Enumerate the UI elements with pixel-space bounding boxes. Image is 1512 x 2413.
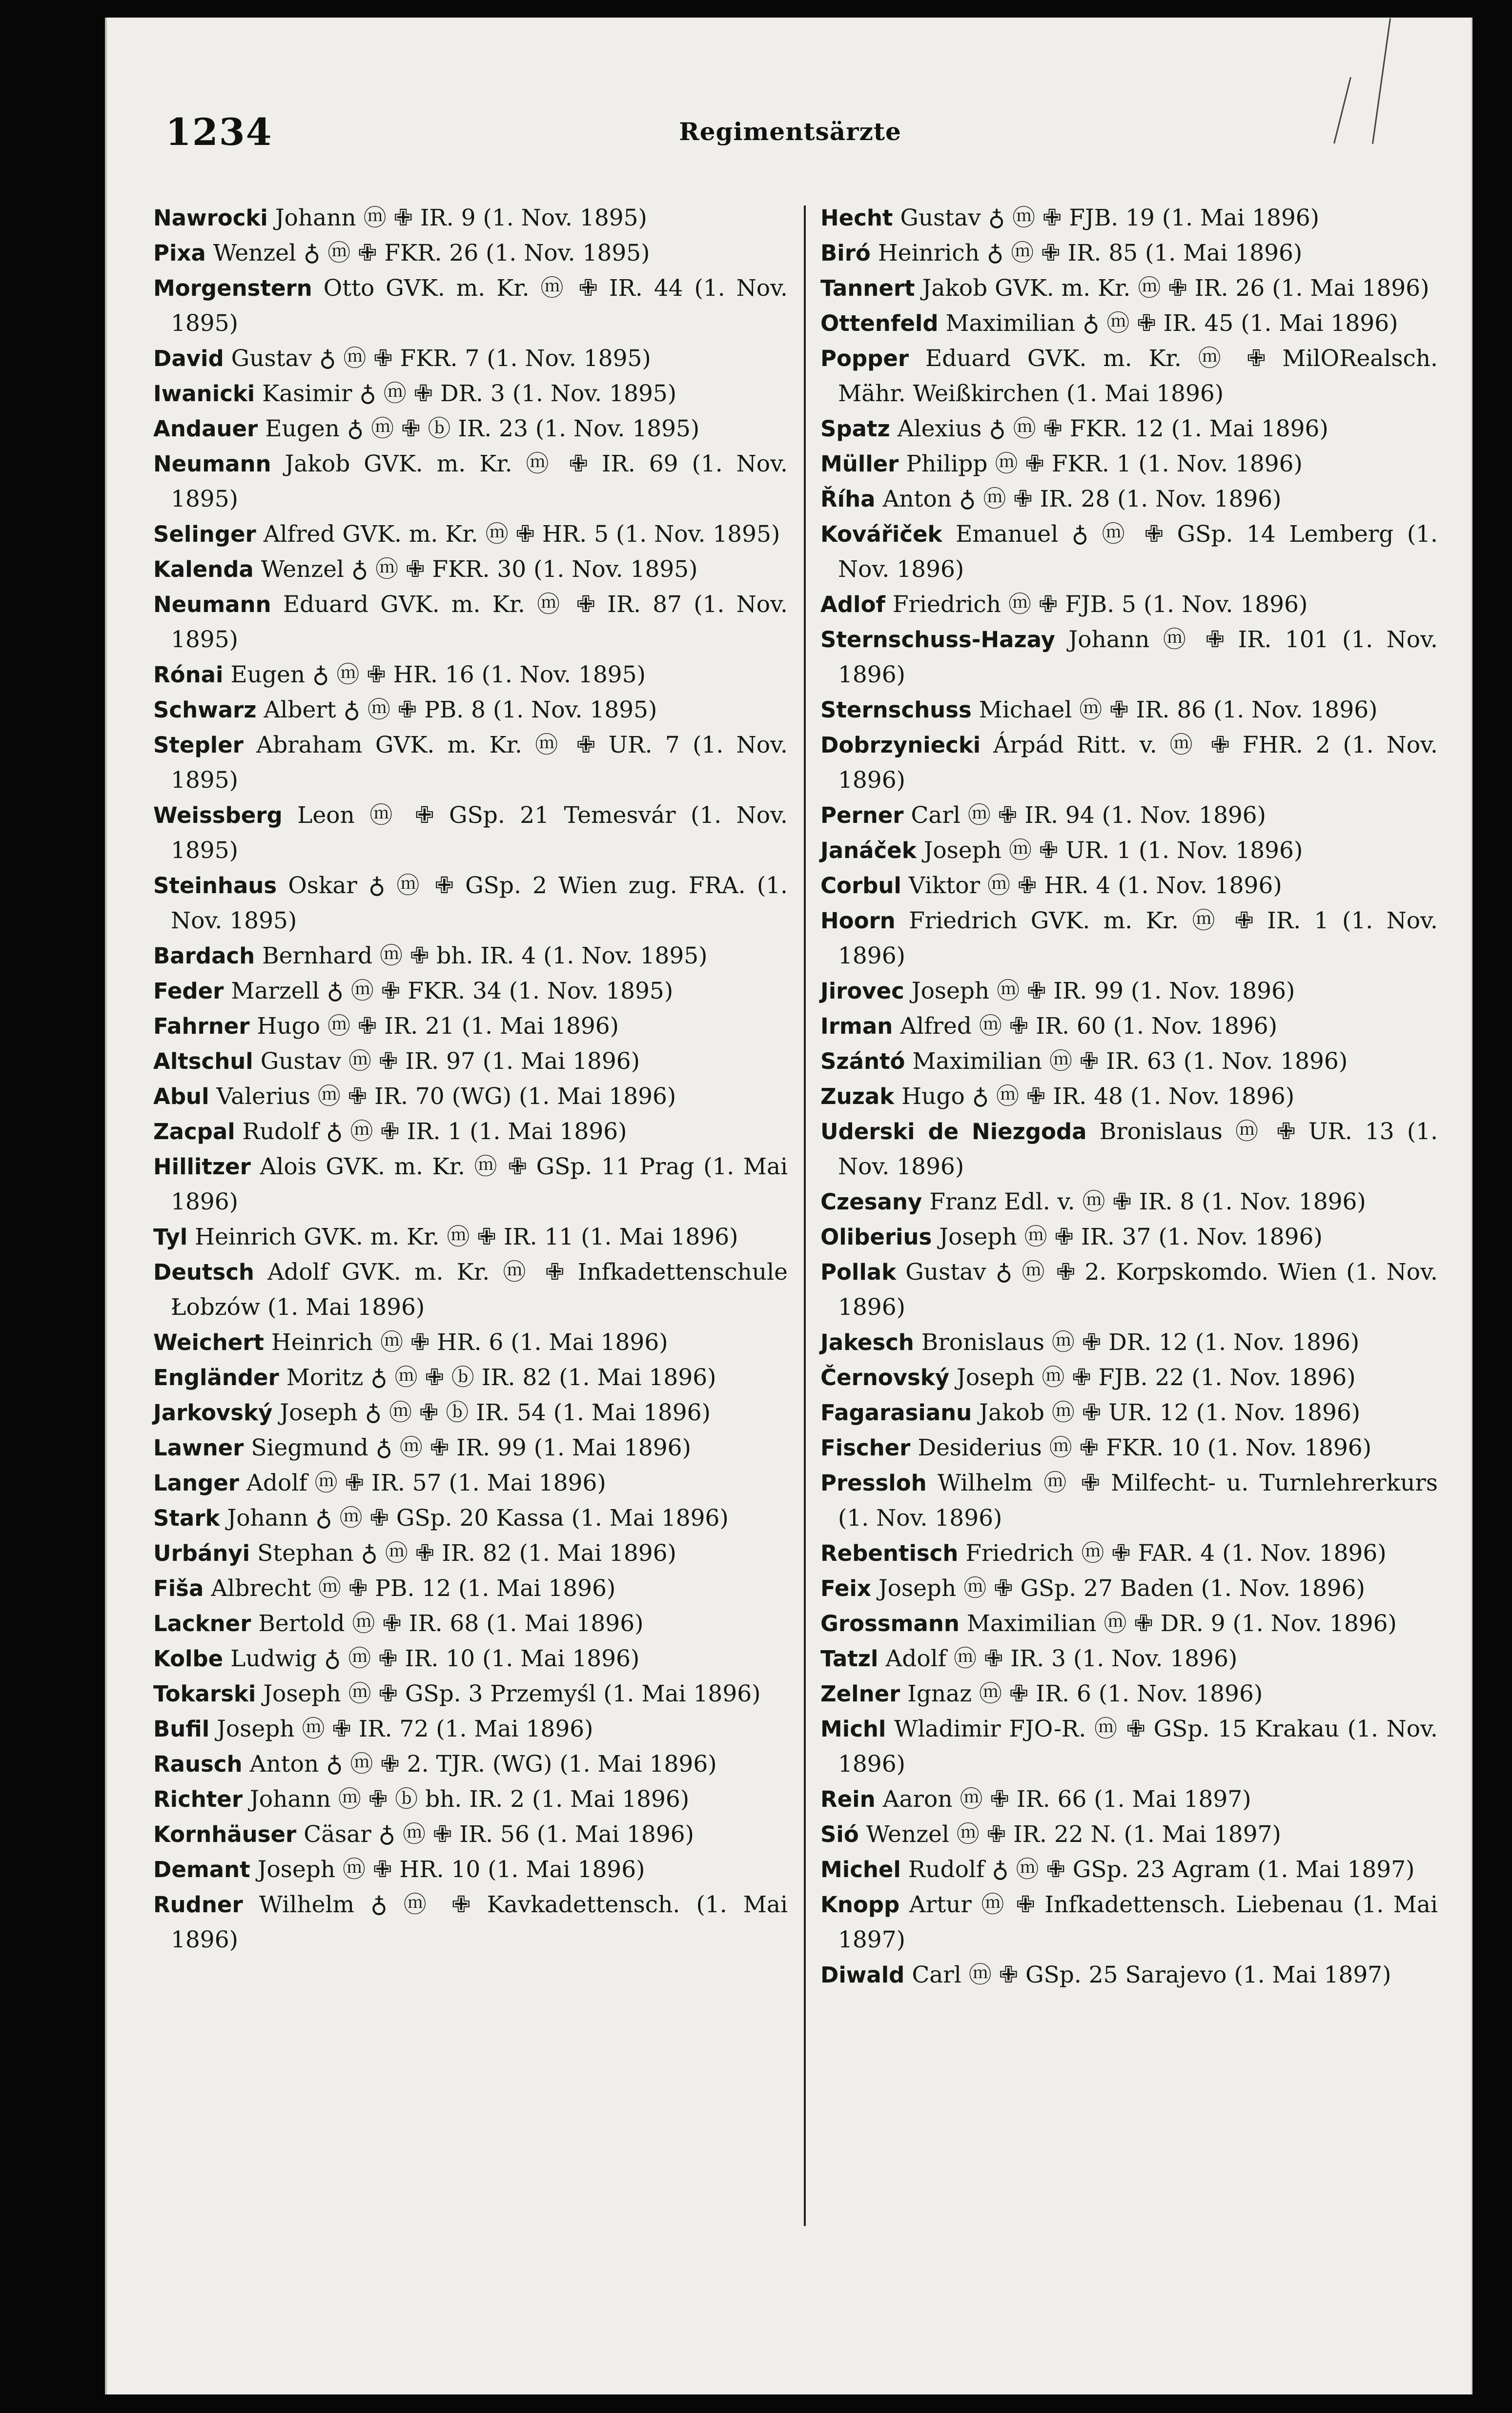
surname: David — [153, 346, 224, 371]
entry-details: Cäsar ♁ ⓜ ✙ IR. 56 (1. Mai 1896) — [304, 1821, 694, 1848]
roster-entry — [820, 1185, 1438, 1220]
roster-entry — [153, 376, 788, 411]
entry-details: Joseph ⓜ ✙ GSp. 3 Przemyśl (1. Mai 1896) — [263, 1680, 761, 1707]
entry-details: Michael ⓜ ✙ IR. 86 (1. Nov. 1896) — [979, 696, 1378, 723]
surname: Szántó — [820, 1048, 905, 1074]
entry-details: Alois GVK. m. Kr. ⓜ ✙ GSp. 11 Prag (1. Mai 1896) — [171, 1153, 788, 1215]
roster-entry — [153, 939, 788, 974]
roster-entry — [153, 1149, 788, 1220]
surname: Fischer — [820, 1435, 911, 1461]
left-column — [153, 201, 788, 1958]
surname: Corbul — [820, 873, 901, 899]
surname: Feder — [153, 978, 224, 1004]
roster-entry — [153, 1255, 788, 1325]
surname: Ottenfeld — [820, 310, 939, 336]
entry-details: Maximilian ⓜ ✙ IR. 63 (1. Nov. 1896) — [912, 1048, 1348, 1075]
roster-entry — [820, 1395, 1438, 1431]
entry-details: Gustav ⓜ ✙ IR. 97 (1. Mai 1896) — [260, 1048, 640, 1075]
surname: Müller — [820, 451, 899, 477]
entry-details: Valerius ⓜ ✙ IR. 70 (WG) (1. Mai 1896) — [216, 1083, 676, 1110]
book-page — [105, 18, 1472, 2394]
entry-details: Bertold ⓜ ✙ IR. 68 (1. Mai 1896) — [258, 1610, 644, 1637]
surname: Fiša — [153, 1575, 204, 1601]
surname: Stark — [153, 1505, 220, 1531]
surname: Abul — [153, 1084, 209, 1109]
entry-details: Carl ⓜ ✙ IR. 94 (1. Nov. 1896) — [911, 802, 1267, 829]
roster-entry — [820, 201, 1438, 236]
roster-entry — [820, 1044, 1438, 1079]
roster-entry — [820, 1852, 1438, 1887]
surname: Feix — [820, 1575, 871, 1601]
roster-entry — [820, 1782, 1438, 1817]
surname: Adlof — [820, 592, 885, 617]
surname: Jarkovský — [153, 1400, 273, 1426]
roster-entry — [153, 1641, 788, 1677]
roster-entry — [153, 411, 788, 447]
roster-entry — [820, 1466, 1438, 1536]
surname: Spatz — [820, 416, 890, 442]
entry-details: Otto GVK. m. Kr. ⓜ ✙ IR. 44 (1. Nov. 1895) — [171, 275, 788, 337]
entry-details: Heinrich ⓜ ✙ HR. 6 (1. Mai 1896) — [271, 1329, 668, 1356]
entry-details: Joseph ⓜ ✙ HR. 10 (1. Mai 1896) — [257, 1856, 645, 1883]
entry-details: Joseph ⓜ ✙ IR. 37 (1. Nov. 1896) — [939, 1224, 1323, 1250]
surname: Andauer — [153, 416, 258, 442]
surname: Deutsch — [153, 1259, 254, 1285]
surname: Oliberius — [820, 1224, 932, 1250]
entry-details: Joseph ⓜ ✙ FJB. 22 (1. Nov. 1896) — [957, 1364, 1356, 1391]
entry-details: Anton ♁ ⓜ ✙ IR. 28 (1. Nov. 1896) — [882, 486, 1282, 512]
surname: Stepler — [153, 732, 244, 758]
surname: Fahrner — [153, 1013, 250, 1039]
roster-entry — [820, 447, 1438, 482]
roster-entry — [153, 447, 788, 517]
surname: Biró — [820, 240, 871, 266]
entry-details: Albrecht ⓜ ✙ PB. 12 (1. Mai 1896) — [211, 1575, 616, 1602]
entry-details: Moritz ♁ ⓜ ✙ ⓑ IR. 82 (1. Mai 1896) — [286, 1364, 716, 1391]
roster-entry — [153, 728, 788, 798]
entry-details: Bronislaus ⓜ ✙ UR. 13 (1. Nov. 1896) — [838, 1118, 1438, 1180]
entry-details: Wilhelm ⓜ ✙ Milfecht- u. Turnlehrerkurs (1. Nov. 1896) — [838, 1470, 1438, 1532]
surname: Tatzl — [820, 1646, 879, 1672]
roster-entry — [820, 798, 1438, 833]
roster-entry — [820, 1887, 1438, 1958]
entry-details: Artur ⓜ ✙ Infkadettensch. Liebenau (1. Mai 1897) — [838, 1891, 1438, 1953]
entry-details: Carl ⓜ ✙ GSp. 25 Sarajevo (1. Mai 1897) — [912, 1962, 1391, 1988]
entry-details: Adolf ⓜ ✙ IR. 57 (1. Mai 1896) — [246, 1470, 606, 1496]
roster-entry — [153, 201, 788, 236]
surname: Neumann — [153, 451, 271, 477]
surname: Kalenda — [153, 556, 254, 582]
column-divider — [804, 205, 806, 2226]
roster-entry — [153, 1325, 788, 1360]
entry-details: Maximilian ⓜ ✙ DR. 9 (1. Nov. 1896) — [966, 1610, 1397, 1637]
surname: Hoorn — [820, 908, 896, 934]
surname: Janáček — [820, 838, 917, 863]
entry-details: Friedrich GVK. m. Kr. ⓜ ✙ IR. 1 (1. Nov. 1896) — [838, 907, 1438, 969]
entry-details: Emanuel ♁ ⓜ ✙ GSp. 14 Lemberg (1. Nov. 1896) — [838, 521, 1438, 583]
roster-entry — [820, 1220, 1438, 1255]
surname: Weichert — [153, 1329, 264, 1355]
entry-details: Kasimir ♁ ⓜ ✙ DR. 3 (1. Nov. 1895) — [262, 380, 677, 407]
surname: Langer — [153, 1470, 240, 1496]
roster-entry — [153, 1606, 788, 1641]
surname: Knopp — [820, 1892, 900, 1918]
roster-entry — [820, 1712, 1438, 1782]
entry-details: Alfred ⓜ ✙ IR. 60 (1. Nov. 1896) — [900, 1013, 1278, 1040]
entry-details: Árpád Ritt. v. ⓜ ✙ FHR. 2 (1. Nov. 1896) — [838, 732, 1438, 794]
surname: Tokarski — [153, 1681, 256, 1707]
roster-entry — [153, 1220, 788, 1255]
surname: Urbányi — [153, 1540, 250, 1566]
roster-entry — [153, 1360, 788, 1395]
surname: Iwanicki — [153, 381, 255, 407]
roster-entry — [820, 1009, 1438, 1044]
roster-entry — [153, 657, 788, 693]
roster-entry — [820, 974, 1438, 1009]
surname: Sternschuss-Hazay — [820, 627, 1055, 653]
surname: Schwarz — [153, 697, 257, 723]
roster-entry — [153, 341, 788, 376]
entry-details: Maximilian ♁ ⓜ ✙ IR. 45 (1. Mai 1896) — [945, 310, 1398, 337]
roster-entry — [153, 1114, 788, 1149]
surname: Demant — [153, 1857, 250, 1882]
surname: Michl — [820, 1716, 886, 1742]
entry-details: Johann ♁ ⓜ ✙ GSp. 20 Kassa (1. Mai 1896) — [227, 1505, 729, 1532]
roster-entry — [153, 1817, 788, 1852]
entry-details: Gustav ♁ ⓜ ✙ FJB. 19 (1. Mai 1896) — [900, 204, 1320, 231]
roster-entry — [153, 1747, 788, 1782]
entry-details: Aaron ⓜ ✙ IR. 66 (1. Mai 1897) — [882, 1786, 1251, 1813]
entry-details: Johann ⓜ ✙ IR. 101 (1. Nov. 1896) — [838, 626, 1438, 688]
entry-details: Eugen ♁ ⓜ ✙ HR. 16 (1. Nov. 1895) — [230, 661, 646, 688]
entry-details: Hugo ⓜ ✙ IR. 21 (1. Mai 1896) — [257, 1013, 619, 1040]
entry-details: Johann ⓜ ✙ ⓑ bh. IR. 2 (1. Mai 1896) — [249, 1786, 690, 1813]
roster-entry — [153, 974, 788, 1009]
surname: Uderski de Niezgoda — [820, 1119, 1087, 1145]
entry-details: Heinrich GVK. m. Kr. ⓜ ✙ IR. 11 (1. Mai 1896) — [195, 1224, 738, 1250]
roster-entry — [153, 1501, 788, 1536]
entry-details: Wenzel ♁ ⓜ ✙ FKR. 30 (1. Nov. 1895) — [261, 556, 698, 583]
entry-details: Rudolf ♁ ⓜ ✙ GSp. 23 Agram (1. Mai 1897) — [908, 1856, 1415, 1883]
surname: Dobrzyniecki — [820, 732, 981, 758]
surname: Zacpal — [153, 1119, 235, 1145]
roster-entry — [820, 1641, 1438, 1677]
roster-entry — [820, 517, 1438, 587]
entry-details: Philipp ⓜ ✙ FKR. 1 (1. Nov. 1896) — [906, 450, 1303, 477]
roster-entry — [153, 1677, 788, 1712]
roster-entry — [153, 517, 788, 552]
roster-entry — [153, 1044, 788, 1079]
surname: Weissberg — [153, 802, 283, 828]
entry-details: Wilhelm ♁ ⓜ ✙ Kavkadettensch. (1. Mai 1896) — [171, 1891, 788, 1953]
entry-details: Jakob GVK. m. Kr. ⓜ ✙ IR. 69 (1. Nov. 1895) — [171, 450, 788, 512]
roster-entry — [153, 236, 788, 271]
entry-details: Wenzel ♁ ⓜ ✙ FKR. 26 (1. Nov. 1895) — [213, 240, 650, 266]
entry-details: Ludwig ♁ ⓜ ✙ IR. 10 (1. Mai 1896) — [230, 1645, 640, 1672]
surname: Kornhäuser — [153, 1821, 297, 1847]
entry-details: Gustav ♁ ⓜ ✙ FKR. 7 (1. Nov. 1895) — [231, 345, 651, 372]
entry-details: Wladimir FJO-R. ⓜ ✙ GSp. 15 Krakau (1. Nov. 1896) — [838, 1716, 1438, 1778]
roster-entry — [820, 1079, 1438, 1114]
roster-entry — [820, 1255, 1438, 1325]
roster-entry — [153, 1431, 788, 1466]
roster-entry — [820, 1817, 1438, 1852]
roster-entry — [153, 1852, 788, 1887]
roster-entry — [153, 1782, 788, 1817]
surname: Bufil — [153, 1716, 210, 1742]
roster-entry — [153, 1712, 788, 1747]
entry-details: Stephan ♁ ⓜ ✙ IR. 82 (1. Mai 1896) — [257, 1540, 676, 1567]
roster-entry — [820, 833, 1438, 868]
entry-details: Jakob ⓜ ✙ UR. 12 (1. Nov. 1896) — [979, 1399, 1361, 1426]
entry-details: Abraham GVK. m. Kr. ⓜ ✙ UR. 7 (1. Nov. 1895) — [171, 732, 788, 794]
entry-details: Joseph ♁ ⓜ ✙ ⓑ IR. 54 (1. Mai 1896) — [280, 1399, 711, 1426]
surname: Rónai — [153, 662, 224, 688]
roster-entry — [820, 903, 1438, 974]
roster-entry — [820, 1571, 1438, 1606]
surname: Pixa — [153, 240, 206, 266]
roster-entry — [820, 693, 1438, 728]
entry-details: Joseph ⓜ ✙ IR. 72 (1. Mai 1896) — [217, 1716, 593, 1742]
surname: Richter — [153, 1786, 243, 1812]
roster-entry — [820, 1360, 1438, 1395]
roster-entry — [153, 1887, 788, 1958]
roster-entry — [820, 1606, 1438, 1641]
surname: Czesany — [820, 1189, 922, 1215]
roster-entry — [153, 1536, 788, 1571]
roster-entry — [153, 868, 788, 939]
surname: Perner — [820, 802, 904, 828]
roster-entry — [153, 693, 788, 728]
surname: Zuzak — [820, 1084, 895, 1109]
entry-details: Ignaz ⓜ ✙ IR. 6 (1. Nov. 1896) — [907, 1680, 1263, 1707]
surname: Tyl — [153, 1224, 188, 1250]
roster-entry — [153, 587, 788, 657]
roster-entry — [153, 1079, 788, 1114]
surname: Kolbe — [153, 1646, 224, 1672]
page-header — [165, 110, 1415, 154]
entry-details: Wenzel ⓜ ✙ IR. 22 N. (1. Mai 1897) — [866, 1821, 1281, 1848]
roster-entry — [153, 271, 788, 341]
surname: Nawrocki — [153, 205, 268, 231]
entry-details: Friedrich ⓜ ✙ FJB. 5 (1. Nov. 1896) — [892, 591, 1308, 618]
roster-entry — [820, 482, 1438, 517]
roster-entry — [820, 411, 1438, 447]
surname: Lawner — [153, 1435, 244, 1461]
surname: Michel — [820, 1857, 901, 1882]
surname: Neumann — [153, 592, 271, 617]
roster-entry — [820, 1431, 1438, 1466]
surname: Zelner — [820, 1681, 900, 1707]
entry-details: Siegmund ♁ ⓜ ✙ IR. 99 (1. Mai 1896) — [251, 1434, 691, 1461]
entry-details: Adolf ⓜ ✙ IR. 3 (1. Nov. 1896) — [885, 1645, 1238, 1672]
surname: Selinger — [153, 521, 256, 547]
surname: Rausch — [153, 1751, 243, 1777]
roster-entry — [820, 622, 1438, 693]
roster-entry — [153, 798, 788, 868]
roster-entry — [153, 1009, 788, 1044]
surname: Hillitzer — [153, 1154, 251, 1180]
surname: Lackner — [153, 1611, 251, 1636]
roster-entry — [153, 552, 788, 587]
surname: Morgenstern — [153, 275, 312, 301]
entry-details: Friedrich ⓜ ✙ FAR. 4 (1. Nov. 1896) — [965, 1540, 1387, 1567]
surname: Pollak — [820, 1259, 897, 1285]
entry-details: Marzell ♁ ⓜ ✙ FKR. 34 (1. Nov. 1895) — [231, 978, 674, 1004]
surname: Rudner — [153, 1892, 243, 1918]
entry-details: Gustav ♁ ⓜ ✙ 2. Korpskomdo. Wien (1. Nov. 1896) — [838, 1259, 1438, 1321]
entry-details: Leon ⓜ ✙ GSp. 21 Temesvár (1. Nov. 1895) — [171, 802, 788, 864]
roster-entry — [820, 1325, 1438, 1360]
entry-details: Eduard GVK. m. Kr. ⓜ ✙ IR. 87 (1. Nov. 1895) — [171, 591, 788, 653]
right-column — [820, 201, 1438, 1993]
entry-details: Adolf GVK. m. Kr. ⓜ ✙ Infkadettenschule Łobzów (1. Mai 1896) — [171, 1259, 788, 1321]
entry-details: Heinrich ♁ ⓜ ✙ IR. 85 (1. Mai 1896) — [878, 240, 1303, 266]
roster-entry — [820, 1536, 1438, 1571]
surname: Jirovec — [820, 978, 904, 1004]
surname: Pressloh — [820, 1470, 927, 1496]
entry-details: Bernhard ⓜ ✙ bh. IR. 4 (1. Nov. 1895) — [262, 942, 708, 969]
entry-details: Desiderius ⓜ ✙ FKR. 10 (1. Nov. 1896) — [918, 1434, 1372, 1461]
roster-entry — [820, 1114, 1438, 1185]
entry-details: Jakob GVK. m. Kr. ⓜ ✙ IR. 26 (1. Mai 1896) — [922, 275, 1430, 302]
surname: Grossmann — [820, 1611, 960, 1636]
entry-details: Rudolf ♁ ⓜ ✙ IR. 1 (1. Mai 1896) — [242, 1118, 627, 1145]
surname: Diwald — [820, 1962, 905, 1988]
surname: Rebentisch — [820, 1540, 959, 1566]
roster-entry — [153, 1571, 788, 1606]
entry-details: Joseph ⓜ ✙ UR. 1 (1. Nov. 1896) — [923, 837, 1303, 864]
surname: Popper — [820, 346, 909, 371]
surname: Altschul — [153, 1048, 253, 1074]
entry-details: Eduard GVK. m. Kr. ⓜ ✙ MilORealsch. Mähr. Weißkirchen (1. Mai 1896) — [838, 345, 1438, 407]
running-title: Regimentsärzte — [679, 117, 901, 146]
surname: Sió — [820, 1821, 859, 1847]
surname: Engländer — [153, 1365, 279, 1391]
surname: Hecht — [820, 205, 893, 231]
roster-entry — [820, 271, 1438, 306]
surname: Fagarasianu — [820, 1400, 972, 1426]
surname: Tannert — [820, 275, 915, 301]
surname: Irman — [820, 1013, 893, 1039]
entry-details: Franz Edl. v. ⓜ ✙ IR. 8 (1. Nov. 1896) — [929, 1188, 1366, 1215]
roster-entry — [153, 1466, 788, 1501]
roster-entry — [820, 236, 1438, 271]
roster-entry — [820, 1958, 1438, 1993]
surname: Sternschuss — [820, 697, 972, 723]
entry-details: Hugo ♁ ⓜ ✙ IR. 48 (1. Nov. 1896) — [901, 1083, 1295, 1110]
entry-details: Alfred GVK. m. Kr. ⓜ ✙ HR. 5 (1. Nov. 1895) — [263, 521, 780, 548]
surname: Bardach — [153, 943, 255, 969]
entry-details: Anton ♁ ⓜ ✙ 2. TJR. (WG) (1. Mai 1896) — [249, 1751, 717, 1778]
roster-entry — [820, 728, 1438, 798]
roster-entry — [820, 587, 1438, 622]
entry-details: Joseph ⓜ ✙ IR. 99 (1. Nov. 1896) — [911, 978, 1295, 1004]
surname: Rein — [820, 1786, 876, 1812]
entry-details: Johann ⓜ ✙ IR. 9 (1. Nov. 1895) — [275, 204, 647, 231]
surname: Kovářiček — [820, 521, 942, 547]
entry-details: Bronislaus ⓜ ✙ DR. 12 (1. Nov. 1896) — [921, 1329, 1360, 1356]
roster-entry — [820, 306, 1438, 341]
page-number: 1234 — [165, 110, 273, 154]
entry-details: Albert ♁ ⓜ ✙ PB. 8 (1. Nov. 1895) — [264, 696, 657, 723]
roster-entry — [820, 341, 1438, 411]
entry-details: Viktor ⓜ ✙ HR. 4 (1. Nov. 1896) — [908, 872, 1282, 899]
entry-details: Joseph ⓜ ✙ GSp. 27 Baden (1. Nov. 1896) — [878, 1575, 1365, 1602]
surname: Steinhaus — [153, 873, 277, 899]
roster-entry — [820, 868, 1438, 903]
surname: Jakesch — [820, 1329, 914, 1355]
entry-details: Alexius ♁ ⓜ ✙ FKR. 12 (1. Mai 1896) — [897, 415, 1328, 442]
surname: Říha — [820, 486, 876, 512]
surname: Černovský — [820, 1365, 950, 1391]
entry-details: Eugen ♁ ⓜ ✙ ⓑ IR. 23 (1. Nov. 1895) — [265, 415, 700, 442]
roster-entry — [153, 1395, 788, 1431]
roster-entry — [820, 1677, 1438, 1712]
entry-details: Oskar ♁ ⓜ ✙ GSp. 2 Wien zug. FRA. (1. Nov. 1895) — [171, 872, 788, 934]
